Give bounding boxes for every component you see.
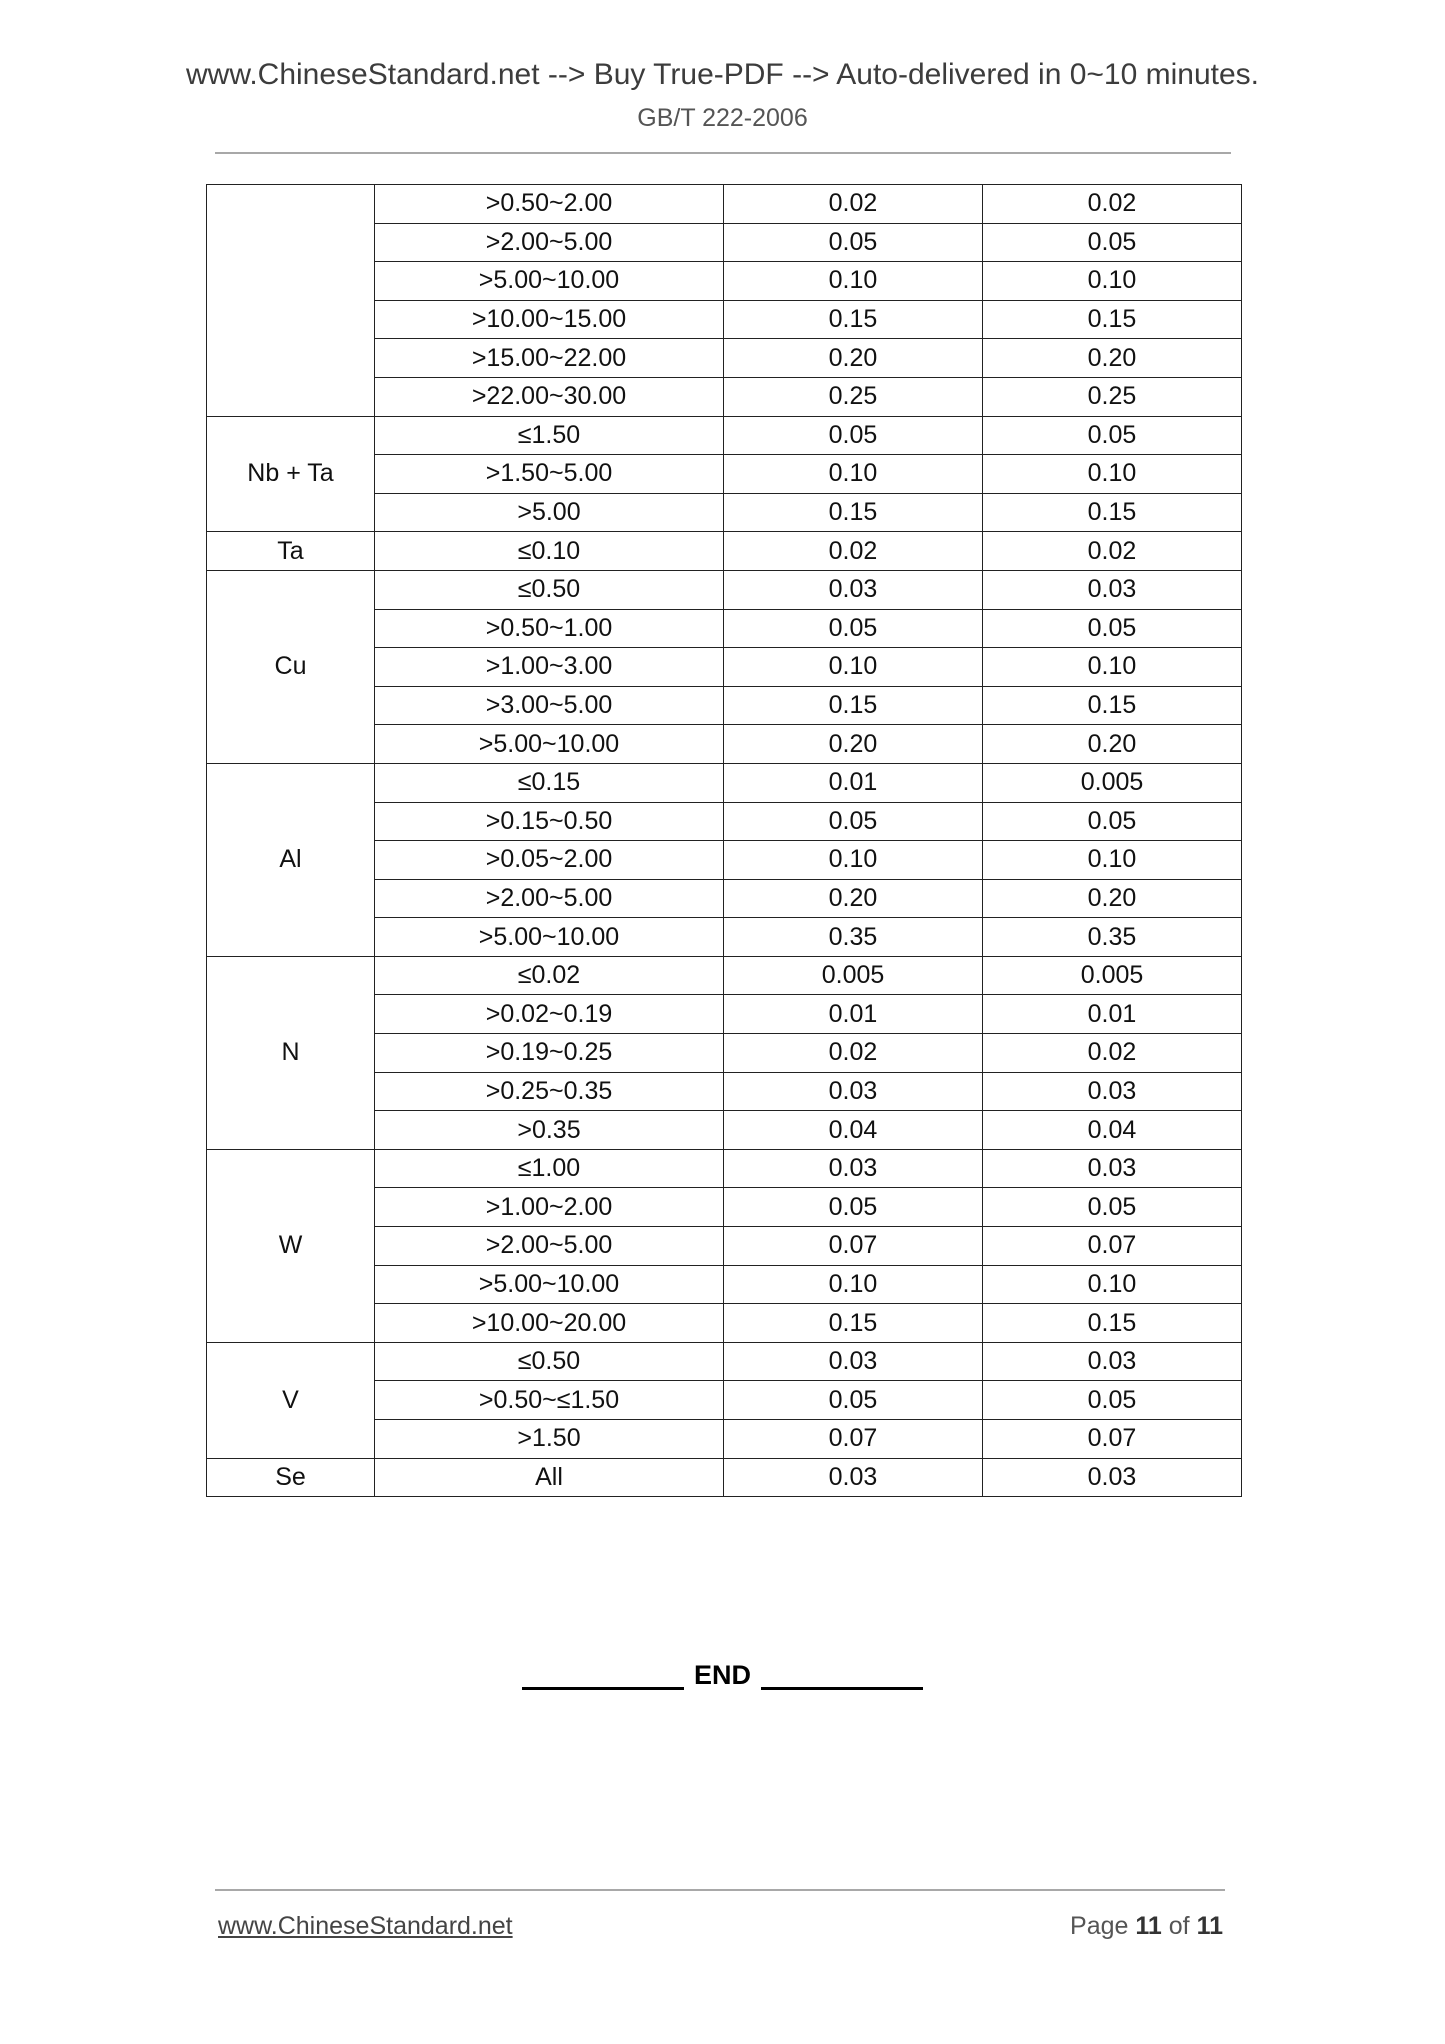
end-line-right — [761, 1687, 923, 1690]
tolerance-a-cell: 0.10 — [724, 262, 983, 301]
tolerance-b-cell: 0.07 — [983, 1420, 1242, 1459]
element-cell — [207, 185, 375, 417]
table-row — [207, 763, 1242, 802]
range-cell: >1.00~2.00 — [375, 1188, 724, 1227]
range-cell: ≤0.02 — [375, 956, 724, 995]
tolerance-b-cell: 0.20 — [983, 725, 1242, 764]
tolerance-b-cell: 0.03 — [983, 570, 1242, 609]
range-cell: >10.00~20.00 — [375, 1304, 724, 1343]
tolerance-b-cell: 0.03 — [983, 1342, 1242, 1381]
footer-divider — [215, 1889, 1225, 1891]
element-cell: Al — [207, 763, 375, 956]
tolerance-a-cell: 0.03 — [724, 570, 983, 609]
range-cell: >0.05~2.00 — [375, 841, 724, 880]
range-cell: >0.35 — [375, 1111, 724, 1150]
tolerance-b-cell: 0.15 — [983, 493, 1242, 532]
range-cell: >1.50 — [375, 1420, 724, 1459]
range-cell: >5.00~10.00 — [375, 918, 724, 957]
tolerance-b-cell: 0.20 — [983, 879, 1242, 918]
tolerance-a-cell: 0.05 — [724, 802, 983, 841]
tolerance-a-cell: 0.25 — [724, 377, 983, 416]
header-title: www.ChineseStandard.net --> Buy True-PDF --> Auto-delivered in 0~10 minutes. — [185, 58, 1260, 91]
tolerance-a-cell: 0.005 — [724, 956, 983, 995]
tolerance-b-cell: 0.15 — [983, 686, 1242, 725]
tolerance-a-cell: 0.07 — [724, 1420, 983, 1459]
table-row — [207, 416, 1242, 455]
range-cell: >5.00~10.00 — [375, 1265, 724, 1304]
range-cell: >2.00~5.00 — [375, 1227, 724, 1266]
tolerance-a-cell: 0.35 — [724, 918, 983, 957]
range-cell: >2.00~5.00 — [375, 879, 724, 918]
tolerance-b-cell: 0.01 — [983, 995, 1242, 1034]
range-cell: >0.50~2.00 — [375, 185, 724, 224]
tolerance-a-cell: 0.10 — [724, 1265, 983, 1304]
tolerance-b-cell: 0.03 — [983, 1072, 1242, 1111]
range-cell: ≤0.50 — [375, 570, 724, 609]
tolerance-a-cell: 0.10 — [724, 455, 983, 494]
tolerance-b-cell: 0.05 — [983, 609, 1242, 648]
page-current: 11 — [1135, 1912, 1162, 1940]
tolerance-b-cell: 0.05 — [983, 416, 1242, 455]
range-cell: >22.00~30.00 — [375, 377, 724, 416]
range-cell: >10.00~15.00 — [375, 300, 724, 339]
element-cell: Cu — [207, 570, 375, 763]
range-cell: >1.50~5.00 — [375, 455, 724, 494]
range-cell: >0.50~1.00 — [375, 609, 724, 648]
tolerance-a-cell: 0.03 — [724, 1458, 983, 1497]
range-cell: >0.15~0.50 — [375, 802, 724, 841]
tolerance-a-cell: 0.05 — [724, 1188, 983, 1227]
tolerance-b-cell: 0.07 — [983, 1227, 1242, 1266]
tolerance-b-cell: 0.10 — [983, 455, 1242, 494]
tolerance-a-cell: 0.07 — [724, 1227, 983, 1266]
tolerance-b-cell: 0.02 — [983, 532, 1242, 571]
range-cell: >15.00~22.00 — [375, 339, 724, 378]
tolerance-a-cell: 0.20 — [724, 879, 983, 918]
table-row — [207, 570, 1242, 609]
element-cell: Nb + Ta — [207, 416, 375, 532]
range-cell: >0.19~0.25 — [375, 1034, 724, 1073]
table-row — [207, 185, 1242, 224]
range-cell: >5.00~10.00 — [375, 262, 724, 301]
tolerance-b-cell: 0.02 — [983, 185, 1242, 224]
tolerance-b-cell: 0.10 — [983, 648, 1242, 687]
tolerance-b-cell: 0.005 — [983, 956, 1242, 995]
tolerance-a-cell: 0.03 — [724, 1149, 983, 1188]
tolerance-b-cell: 0.04 — [983, 1111, 1242, 1150]
element-cell: W — [207, 1149, 375, 1342]
range-cell: >1.00~3.00 — [375, 648, 724, 687]
tolerance-table-body — [207, 185, 1242, 1497]
standard-number: GB/T 222-2006 — [637, 104, 808, 132]
element-cell: Ta — [207, 532, 375, 571]
tolerance-a-cell: 0.10 — [724, 841, 983, 880]
tolerance-a-cell: 0.04 — [724, 1111, 983, 1150]
table-row — [207, 1458, 1242, 1497]
range-cell: >5.00~10.00 — [375, 725, 724, 764]
tolerance-b-cell: 0.05 — [983, 223, 1242, 262]
range-cell: ≤0.10 — [375, 532, 724, 571]
range-cell: ≤0.15 — [375, 763, 724, 802]
tolerance-table — [206, 184, 1242, 1497]
tolerance-b-cell: 0.10 — [983, 262, 1242, 301]
tolerance-a-cell: 0.15 — [724, 1304, 983, 1343]
table-row — [207, 956, 1242, 995]
end-label: END — [693, 1660, 751, 1690]
tolerance-b-cell: 0.10 — [983, 1265, 1242, 1304]
range-cell: ≤1.00 — [375, 1149, 724, 1188]
tolerance-b-cell: 0.20 — [983, 339, 1242, 378]
footer-site-link[interactable]: www.ChineseStandard.net — [218, 1912, 513, 1940]
tolerance-b-cell: 0.10 — [983, 841, 1242, 880]
tolerance-a-cell: 0.02 — [724, 532, 983, 571]
range-cell: >2.00~5.00 — [375, 223, 724, 262]
tolerance-a-cell: 0.03 — [724, 1072, 983, 1111]
tolerance-b-cell: 0.25 — [983, 377, 1242, 416]
tolerance-a-cell: 0.15 — [724, 493, 983, 532]
tolerance-a-cell: 0.02 — [724, 185, 983, 224]
tolerance-a-cell: 0.15 — [724, 686, 983, 725]
range-cell: >5.00 — [375, 493, 724, 532]
tolerance-b-cell: 0.03 — [983, 1149, 1242, 1188]
tolerance-a-cell: 0.03 — [724, 1342, 983, 1381]
tolerance-b-cell: 0.05 — [983, 802, 1242, 841]
range-cell: >0.50~≤1.50 — [375, 1381, 724, 1420]
tolerance-a-cell: 0.05 — [724, 416, 983, 455]
tolerance-b-cell: 0.15 — [983, 1304, 1242, 1343]
tolerance-b-cell: 0.05 — [983, 1381, 1242, 1420]
page-total: 11 — [1196, 1912, 1223, 1940]
tolerance-a-cell: 0.10 — [724, 648, 983, 687]
element-cell: Se — [207, 1458, 375, 1497]
range-cell: >0.25~0.35 — [375, 1072, 724, 1111]
header-divider — [215, 152, 1231, 154]
table-row — [207, 1342, 1242, 1381]
tolerance-b-cell: 0.15 — [983, 300, 1242, 339]
page-indicator — [1070, 1912, 1223, 1941]
range-cell: >0.02~0.19 — [375, 995, 724, 1034]
tolerance-a-cell: 0.05 — [724, 609, 983, 648]
page-of: of — [1168, 1912, 1190, 1940]
tolerance-b-cell: 0.35 — [983, 918, 1242, 957]
range-cell: All — [375, 1458, 724, 1497]
table-row — [207, 1149, 1242, 1188]
table-row — [207, 532, 1242, 571]
end-line-left — [522, 1687, 684, 1690]
tolerance-a-cell: 0.05 — [724, 223, 983, 262]
page-prefix: Page — [1070, 1912, 1129, 1940]
range-cell: >3.00~5.00 — [375, 686, 724, 725]
end-marker — [0, 1660, 1445, 1691]
tolerance-a-cell: 0.05 — [724, 1381, 983, 1420]
tolerance-a-cell: 0.02 — [724, 1034, 983, 1073]
tolerance-a-cell: 0.20 — [724, 725, 983, 764]
range-cell: ≤0.50 — [375, 1342, 724, 1381]
tolerance-a-cell: 0.01 — [724, 995, 983, 1034]
range-cell: ≤1.50 — [375, 416, 724, 455]
element-cell: N — [207, 956, 375, 1149]
tolerance-b-cell: 0.05 — [983, 1188, 1242, 1227]
tolerance-b-cell: 0.03 — [983, 1458, 1242, 1497]
tolerance-a-cell: 0.01 — [724, 763, 983, 802]
tolerance-a-cell: 0.20 — [724, 339, 983, 378]
tolerance-b-cell: 0.02 — [983, 1034, 1242, 1073]
tolerance-a-cell: 0.15 — [724, 300, 983, 339]
tolerance-b-cell: 0.005 — [983, 763, 1242, 802]
element-cell: V — [207, 1342, 375, 1458]
